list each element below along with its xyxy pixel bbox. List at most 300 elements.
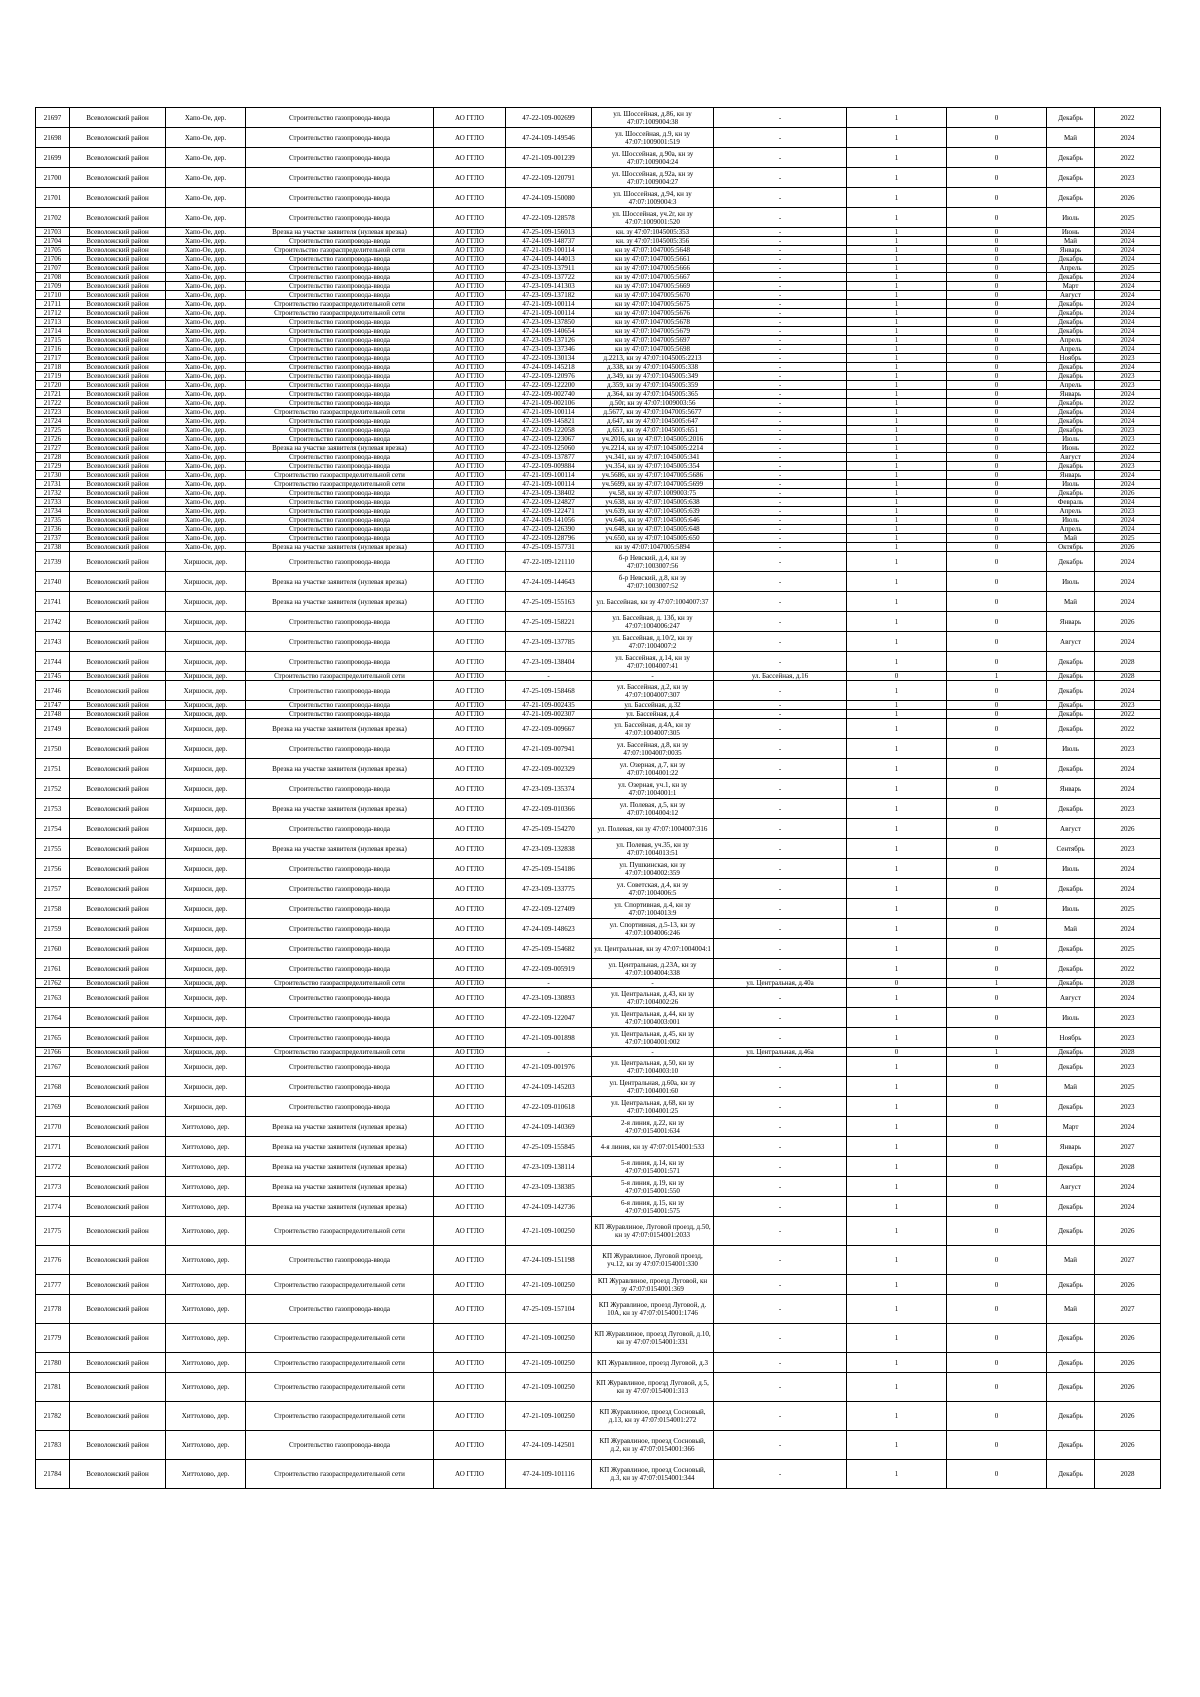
month-cell: Декабрь: [1047, 1157, 1095, 1177]
month-cell: Июль: [1047, 435, 1095, 444]
settlement-cell: Хапо-Ое, дер.: [166, 435, 246, 444]
month-cell: Декабрь: [1047, 879, 1095, 899]
count-a-cell: 1: [847, 612, 947, 632]
address-cell: кн. зу 47:07:1045005:353: [592, 228, 714, 237]
address-cell: КП Журавлиное, проезд Сосновый, д.2, кн зу 47:07:0154001:366: [592, 1431, 714, 1460]
year-cell: 2024: [1095, 255, 1161, 264]
settlement-cell: Хиршоси, дер.: [166, 592, 246, 612]
district-cell: Всеволожский район: [70, 354, 166, 363]
table-row: [36, 1177, 1161, 1197]
network-address-cell: -: [714, 168, 847, 188]
year-cell: 2024: [1095, 453, 1161, 462]
contract-number-cell: 47-24-109-149546: [506, 128, 592, 148]
row-number: 21733: [36, 498, 70, 507]
year-cell: 2023: [1095, 426, 1161, 435]
work-type-cell: Строительство газопровода-ввода: [246, 1057, 434, 1077]
year-cell: 2022: [1095, 108, 1161, 128]
month-cell: Декабрь: [1047, 1057, 1095, 1077]
count-a-cell: 1: [847, 1197, 947, 1217]
table-row: [36, 1117, 1161, 1137]
network-address-cell: -: [714, 779, 847, 799]
table-row: [36, 453, 1161, 462]
month-cell: Ноябрь: [1047, 1028, 1095, 1048]
address-cell: ул. Центральная, д.23А, кн зу 47:07:1004004:338: [592, 959, 714, 979]
table-row: [36, 1295, 1161, 1324]
row-number: 21760: [36, 939, 70, 959]
month-cell: Декабрь: [1047, 759, 1095, 779]
count-a-cell: 1: [847, 899, 947, 919]
table-row: [36, 168, 1161, 188]
address-cell: д.651, кн зу 47:07:1045005:651: [592, 426, 714, 435]
network-address-cell: -: [714, 426, 847, 435]
table-row: [36, 507, 1161, 516]
address-cell: кн зу 47:07:1047005:5679: [592, 327, 714, 336]
table-row: [36, 1460, 1161, 1489]
work-type-cell: Врезка на участке заявителя (нулевая врезка): [246, 719, 434, 739]
count-a-cell: 1: [847, 128, 947, 148]
year-cell: 2024: [1095, 592, 1161, 612]
month-cell: Декабрь: [1047, 1048, 1095, 1057]
settlement-cell: Хапо-Ое, дер.: [166, 543, 246, 552]
organization-cell: АО ГГЛО: [434, 534, 506, 543]
contract-number-cell: 47-24-109-140654: [506, 327, 592, 336]
count-a-cell: 1: [847, 291, 947, 300]
settlement-cell: Хиршоси, дер.: [166, 988, 246, 1008]
year-cell: 2026: [1095, 1402, 1161, 1431]
district-cell: Всеволожский район: [70, 1057, 166, 1077]
contract-number-cell: 47-23-109-138402: [506, 489, 592, 498]
count-b-cell: 0: [947, 552, 1047, 572]
work-type-cell: Строительство газопровода-ввода: [246, 108, 434, 128]
settlement-cell: Хиршоси, дер.: [166, 1028, 246, 1048]
settlement-cell: Хапо-Ое, дер.: [166, 128, 246, 148]
work-type-cell: Строительство газопровода-ввода: [246, 899, 434, 919]
table-row: [36, 1402, 1161, 1431]
settlement-cell: Хиттолово, дер.: [166, 1295, 246, 1324]
district-cell: Всеволожский район: [70, 1295, 166, 1324]
count-a-cell: 1: [847, 919, 947, 939]
settlement-cell: Хапо-Ое, дер.: [166, 516, 246, 525]
year-cell: 2027: [1095, 1295, 1161, 1324]
count-a-cell: 1: [847, 372, 947, 381]
year-cell: 2023: [1095, 354, 1161, 363]
table-row: [36, 255, 1161, 264]
row-number: 21706: [36, 255, 70, 264]
settlement-cell: Хапо-Ое, дер.: [166, 255, 246, 264]
district-cell: Всеволожский район: [70, 390, 166, 399]
count-a-cell: 1: [847, 1008, 947, 1028]
settlement-cell: Хиршоси, дер.: [166, 899, 246, 919]
work-type-cell: Строительство газопровода-ввода: [246, 534, 434, 543]
count-b-cell: 0: [947, 471, 1047, 480]
address-cell: ул. Озерная, уч.1, кн зу 47:07:1004001:1: [592, 779, 714, 799]
work-type-cell: Строительство газопровода-ввода: [246, 318, 434, 327]
address-cell: -: [592, 1048, 714, 1057]
work-type-cell: Строительство газопровода-ввода: [246, 264, 434, 273]
year-cell: 2023: [1095, 381, 1161, 390]
month-cell: Декабрь: [1047, 652, 1095, 672]
organization-cell: АО ГГЛО: [434, 710, 506, 719]
contract-number-cell: -: [506, 1048, 592, 1057]
month-cell: Июнь: [1047, 228, 1095, 237]
contract-number-cell: 47-21-109-100114: [506, 480, 592, 489]
table-row: [36, 979, 1161, 988]
year-cell: 2024: [1095, 759, 1161, 779]
count-a-cell: 1: [847, 264, 947, 273]
year-cell: 2024: [1095, 336, 1161, 345]
table-row: [36, 246, 1161, 255]
contract-number-cell: 47-23-109-137850: [506, 318, 592, 327]
organization-cell: АО ГГЛО: [434, 327, 506, 336]
address-cell: уч.638, кн зу 47:07:1045005:638: [592, 498, 714, 507]
table-row: [36, 390, 1161, 399]
work-type-cell: Строительство газопровода-ввода: [246, 632, 434, 652]
network-address-cell: -: [714, 1097, 847, 1117]
organization-cell: АО ГГЛО: [434, 381, 506, 390]
network-address-cell: -: [714, 919, 847, 939]
contract-number-cell: 47-22-109-128578: [506, 208, 592, 228]
month-cell: Декабрь: [1047, 188, 1095, 208]
count-a-cell: 1: [847, 525, 947, 534]
contract-number-cell: 47-21-109-100250: [506, 1353, 592, 1373]
address-cell: 6-я линия, д.15, кн зу 47:07:0154001:575: [592, 1197, 714, 1217]
count-b-cell: 0: [947, 525, 1047, 534]
count-a-cell: 1: [847, 1295, 947, 1324]
address-cell: уч.646, кн зу 47:07:1045005:646: [592, 516, 714, 525]
address-cell: кн зу 47:07:1047005:5676: [592, 309, 714, 318]
district-cell: Всеволожский район: [70, 543, 166, 552]
address-cell: ул. Бассейная, д.10/2, кн зу 47:07:1004007:2: [592, 632, 714, 652]
network-address-cell: -: [714, 1077, 847, 1097]
count-a-cell: 1: [847, 1460, 947, 1489]
year-cell: 2023: [1095, 1097, 1161, 1117]
month-cell: Апрель: [1047, 336, 1095, 345]
address-cell: д.50г, кн зу 47:07:1009003:56: [592, 399, 714, 408]
work-type-cell: Врезка на участке заявителя (нулевая врезка): [246, 839, 434, 859]
table-row: [36, 408, 1161, 417]
row-number: 21703: [36, 228, 70, 237]
table-row: [36, 988, 1161, 1008]
work-type-cell: Строительство газопровода-ввода: [246, 282, 434, 291]
settlement-cell: Хиршоси, дер.: [166, 681, 246, 701]
month-cell: Февраль: [1047, 498, 1095, 507]
table-row: [36, 1373, 1161, 1402]
organization-cell: АО ГГЛО: [434, 1460, 506, 1489]
network-address-cell: -: [714, 1295, 847, 1324]
network-address-cell: -: [714, 543, 847, 552]
year-cell: 2025: [1095, 939, 1161, 959]
count-a-cell: 1: [847, 255, 947, 264]
work-type-cell: Строительство газопровода-ввода: [246, 327, 434, 336]
count-a-cell: 1: [847, 327, 947, 336]
district-cell: Всеволожский район: [70, 1373, 166, 1402]
year-cell: 2024: [1095, 681, 1161, 701]
year-cell: 2026: [1095, 1217, 1161, 1246]
district-cell: Всеволожский район: [70, 1431, 166, 1460]
contract-number-cell: 47-23-109-135374: [506, 779, 592, 799]
district-cell: Всеволожский район: [70, 979, 166, 988]
table-row: [36, 919, 1161, 939]
settlement-cell: Хапо-Ое, дер.: [166, 168, 246, 188]
count-b-cell: 0: [947, 354, 1047, 363]
network-address-cell: -: [714, 336, 847, 345]
month-cell: Декабрь: [1047, 426, 1095, 435]
district-cell: Всеволожский район: [70, 273, 166, 282]
count-a-cell: 0: [847, 672, 947, 681]
district-cell: Всеволожский район: [70, 453, 166, 462]
district-cell: Всеволожский район: [70, 372, 166, 381]
table-row: [36, 363, 1161, 372]
network-address-cell: -: [714, 291, 847, 300]
count-b-cell: 0: [947, 480, 1047, 489]
network-address-cell: -: [714, 480, 847, 489]
month-cell: Декабрь: [1047, 1217, 1095, 1246]
table-row: [36, 719, 1161, 739]
network-address-cell: -: [714, 246, 847, 255]
count-a-cell: 1: [847, 168, 947, 188]
year-cell: 2024: [1095, 1117, 1161, 1137]
count-a-cell: 1: [847, 959, 947, 979]
district-cell: Всеволожский район: [70, 819, 166, 839]
count-b-cell: 0: [947, 345, 1047, 354]
district-cell: Всеволожский район: [70, 148, 166, 168]
settlement-cell: Хиршоси, дер.: [166, 1008, 246, 1028]
document-page: [35, 107, 1160, 1489]
district-cell: Всеволожский район: [70, 264, 166, 273]
month-cell: Декабрь: [1047, 372, 1095, 381]
year-cell: 2024: [1095, 1197, 1161, 1217]
district-cell: Всеволожский район: [70, 632, 166, 652]
count-a-cell: 1: [847, 859, 947, 879]
month-cell: Декабрь: [1047, 552, 1095, 572]
table-row: [36, 237, 1161, 246]
work-type-cell: Врезка на участке заявителя (нулевая врезка): [246, 1117, 434, 1137]
table-row: [36, 128, 1161, 148]
contract-number-cell: 47-23-109-141303: [506, 282, 592, 291]
table-row: [36, 399, 1161, 408]
address-cell: д.647, кн зу 47:07:1045005:647: [592, 417, 714, 426]
address-cell: ул. Шоссейная, уч.2г, кн зу 47:07:1009001:520: [592, 208, 714, 228]
year-cell: 2024: [1095, 309, 1161, 318]
address-cell: ул. Центральная, д.43, кн зу 47:07:1004002:26: [592, 988, 714, 1008]
work-type-cell: Строительство газопровода-ввода: [246, 1431, 434, 1460]
table-row: [36, 839, 1161, 859]
address-cell: ул. Озерная, д.7, кн зу 47:07:1004001:22: [592, 759, 714, 779]
address-cell: ул. Шоссейная, д.92а, кн зу 47:07:1009004:27: [592, 168, 714, 188]
count-a-cell: 1: [847, 879, 947, 899]
network-address-cell: -: [714, 1217, 847, 1246]
network-address-cell: ул. Бассейная, д.16: [714, 672, 847, 681]
address-cell: уч.648, кн зу 47:07:1045005:648: [592, 525, 714, 534]
row-number: 21714: [36, 327, 70, 336]
network-address-cell: -: [714, 701, 847, 710]
table-row: [36, 899, 1161, 919]
organization-cell: АО ГГЛО: [434, 859, 506, 879]
count-b-cell: 0: [947, 399, 1047, 408]
count-b-cell: 0: [947, 363, 1047, 372]
count-b-cell: 0: [947, 1008, 1047, 1028]
month-cell: Декабрь: [1047, 462, 1095, 471]
address-cell: кн зу 47:07:1047005:5894: [592, 543, 714, 552]
row-number: 21704: [36, 237, 70, 246]
row-number: 21748: [36, 710, 70, 719]
count-a-cell: 1: [847, 534, 947, 543]
count-b-cell: 0: [947, 1217, 1047, 1246]
district-cell: Всеволожский район: [70, 480, 166, 489]
count-b-cell: 0: [947, 444, 1047, 453]
district-cell: Всеволожский район: [70, 237, 166, 246]
contract-number-cell: 47-21-109-100114: [506, 300, 592, 309]
year-cell: 2025: [1095, 899, 1161, 919]
count-a-cell: 1: [847, 246, 947, 255]
year-cell: 2023: [1095, 1028, 1161, 1048]
month-cell: Июль: [1047, 208, 1095, 228]
year-cell: 2028: [1095, 1048, 1161, 1057]
table-row: [36, 498, 1161, 507]
row-number: 21770: [36, 1117, 70, 1137]
network-address-cell: -: [714, 228, 847, 237]
row-number: 21783: [36, 1431, 70, 1460]
count-a-cell: 1: [847, 417, 947, 426]
work-type-cell: Строительство газопровода-ввода: [246, 507, 434, 516]
table-row: [36, 939, 1161, 959]
year-cell: 2024: [1095, 552, 1161, 572]
month-cell: Май: [1047, 534, 1095, 543]
row-number: 21724: [36, 417, 70, 426]
table-row: [36, 327, 1161, 336]
row-number: 21780: [36, 1353, 70, 1373]
count-b-cell: 0: [947, 1197, 1047, 1217]
row-number: 21755: [36, 839, 70, 859]
address-cell: ул. Центральная, д.44, кн зу 47:07:1004003:001: [592, 1008, 714, 1028]
contract-number-cell: 47-21-109-001239: [506, 148, 592, 168]
network-address-cell: -: [714, 498, 847, 507]
address-cell: КП Журавлиное, проезд Луговой, д.10, кн зу 47:07:0154001:331: [592, 1324, 714, 1353]
address-cell: 2-я линия, д.22, кн зу 47:07:0154001:634: [592, 1117, 714, 1137]
month-cell: Декабрь: [1047, 1402, 1095, 1431]
count-a-cell: 1: [847, 108, 947, 128]
month-cell: Декабрь: [1047, 273, 1095, 282]
organization-cell: АО ГГЛО: [434, 552, 506, 572]
contract-number-cell: 47-22-109-010366: [506, 799, 592, 819]
network-address-cell: -: [714, 1431, 847, 1460]
row-number: 21775: [36, 1217, 70, 1246]
count-a-cell: 1: [847, 408, 947, 417]
table-body: [36, 108, 1161, 1489]
count-b-cell: 0: [947, 228, 1047, 237]
address-cell: кн зу 47:07:1047005:5678: [592, 318, 714, 327]
organization-cell: АО ГГЛО: [434, 959, 506, 979]
table-row: [36, 471, 1161, 480]
network-address-cell: -: [714, 1117, 847, 1137]
year-cell: 2024: [1095, 273, 1161, 282]
count-b-cell: 0: [947, 959, 1047, 979]
organization-cell: АО ГГЛО: [434, 899, 506, 919]
count-b-cell: 0: [947, 489, 1047, 498]
row-number: 21757: [36, 879, 70, 899]
count-a-cell: 1: [847, 516, 947, 525]
work-type-cell: Строительство газопровода-ввода: [246, 552, 434, 572]
work-type-cell: Строительство газопровода-ввода: [246, 939, 434, 959]
contract-number-cell: 47-22-109-122471: [506, 507, 592, 516]
work-type-cell: Строительство газопровода-ввода: [246, 462, 434, 471]
row-number: 21777: [36, 1275, 70, 1295]
year-cell: 2022: [1095, 719, 1161, 739]
count-a-cell: 1: [847, 507, 947, 516]
address-cell: д.5677, кн зу 47:07:1047005:5677: [592, 408, 714, 417]
row-number: 21754: [36, 819, 70, 839]
row-number: 21723: [36, 408, 70, 417]
contract-number-cell: 47-24-109-141056: [506, 516, 592, 525]
district-cell: Всеволожский район: [70, 1217, 166, 1246]
settlement-cell: Хапо-Ое, дер.: [166, 237, 246, 246]
network-address-cell: -: [714, 390, 847, 399]
organization-cell: АО ГГЛО: [434, 480, 506, 489]
row-number: 21705: [36, 246, 70, 255]
year-cell: 2026: [1095, 1275, 1161, 1295]
district-cell: Всеволожский район: [70, 345, 166, 354]
network-address-cell: -: [714, 363, 847, 372]
count-b-cell: 0: [947, 1117, 1047, 1137]
count-b-cell: 0: [947, 188, 1047, 208]
district-cell: Всеволожский район: [70, 988, 166, 1008]
organization-cell: АО ГГЛО: [434, 108, 506, 128]
table-row: [36, 739, 1161, 759]
row-number: 21741: [36, 592, 70, 612]
table-row: [36, 188, 1161, 208]
table-row: [36, 435, 1161, 444]
contract-number-cell: 47-22-109-126390: [506, 525, 592, 534]
district-cell: Всеволожский район: [70, 652, 166, 672]
settlement-cell: Хиршоси, дер.: [166, 572, 246, 592]
district-cell: Всеволожский район: [70, 681, 166, 701]
address-cell: б-р Невский, д.4, кн зу 47:07:1003007:56: [592, 552, 714, 572]
count-a-cell: 1: [847, 1057, 947, 1077]
contract-number-cell: 47-21-109-100250: [506, 1402, 592, 1431]
count-b-cell: 0: [947, 701, 1047, 710]
count-b-cell: 0: [947, 1373, 1047, 1402]
work-type-cell: Строительство газопровода-ввода: [246, 128, 434, 148]
district-cell: Всеволожский район: [70, 1324, 166, 1353]
table-row: [36, 444, 1161, 453]
address-cell: ул. Спортивная, д.5-13, кн зу 47:07:1004006:246: [592, 919, 714, 939]
count-a-cell: 1: [847, 309, 947, 318]
table-row: [36, 462, 1161, 471]
table-row: [36, 1246, 1161, 1275]
row-number: 21735: [36, 516, 70, 525]
work-type-cell: Строительство газопровода-ввода: [246, 372, 434, 381]
year-cell: 2022: [1095, 710, 1161, 719]
month-cell: Декабрь: [1047, 363, 1095, 372]
table-row: [36, 572, 1161, 592]
table-row: [36, 543, 1161, 552]
contract-number-cell: 47-24-109-144013: [506, 255, 592, 264]
count-a-cell: 1: [847, 1246, 947, 1275]
year-cell: 2026: [1095, 1431, 1161, 1460]
settlement-cell: Хапо-Ое, дер.: [166, 453, 246, 462]
work-type-cell: Строительство газопровода-ввода: [246, 739, 434, 759]
district-cell: Всеволожский район: [70, 516, 166, 525]
table-row: [36, 516, 1161, 525]
organization-cell: АО ГГЛО: [434, 345, 506, 354]
district-cell: Всеволожский район: [70, 255, 166, 264]
row-number: 21751: [36, 759, 70, 779]
district-cell: Всеволожский район: [70, 291, 166, 300]
count-b-cell: 0: [947, 246, 1047, 255]
organization-cell: АО ГГЛО: [434, 435, 506, 444]
work-type-cell: Строительство газопровода-ввода: [246, 390, 434, 399]
organization-cell: АО ГГЛО: [434, 739, 506, 759]
